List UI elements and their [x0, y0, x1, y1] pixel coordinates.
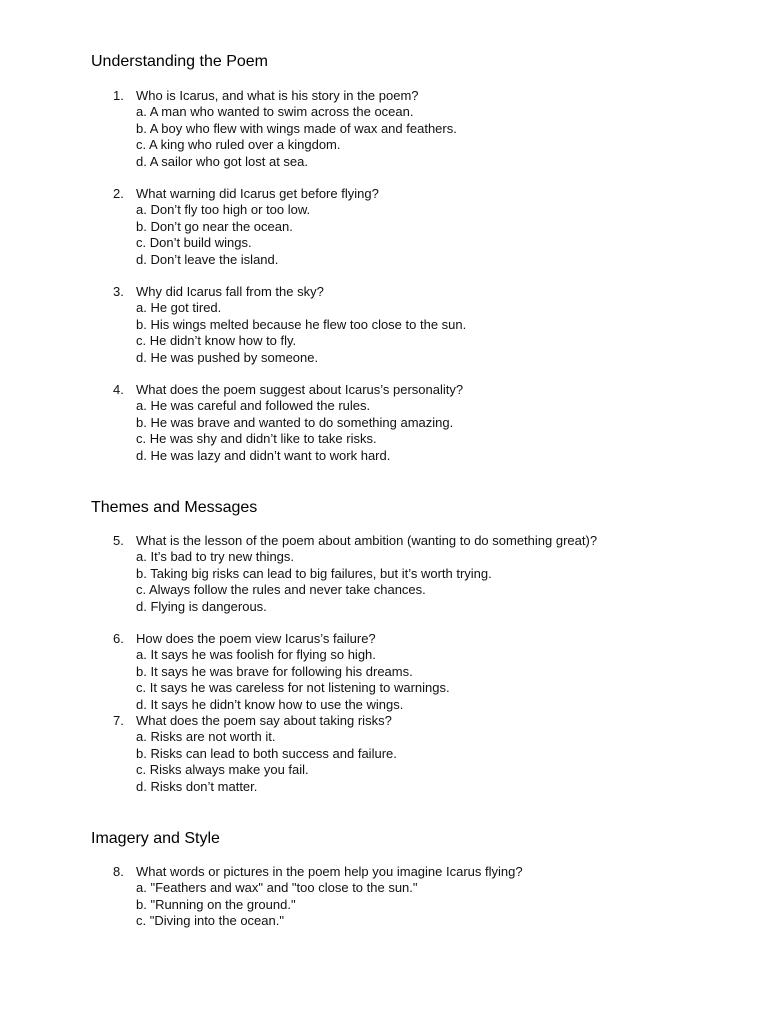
answer-options	[136, 300, 466, 366]
answer-option: d. He was lazy and didn’t want to work hard.	[136, 447, 391, 463]
answer-option: d. Don’t leave the island.	[136, 251, 279, 267]
answer-options	[136, 398, 453, 464]
answer-option: c. Don’t build wings.	[136, 235, 252, 251]
answer-option: b. He was brave and wanted to do something amazing.	[136, 414, 454, 430]
answer-option: b. Don’t go near the ocean.	[136, 218, 293, 234]
question-number: 1.	[113, 88, 124, 103]
answer-options	[136, 647, 450, 713]
answer-option: b. Taking big risks can lead to big failures, but it’s worth trying.	[136, 565, 492, 581]
answer-option: c. "Diving into the ocean."	[136, 913, 284, 929]
question-text: What words or pictures in the poem help you imagine Icarus flying?	[136, 864, 523, 879]
answer-option: b. "Running on the ground."	[136, 896, 296, 912]
answer-option: c. He was shy and didn’t like to take risks.	[136, 431, 377, 447]
question-number: 5.	[113, 533, 124, 548]
answer-options	[136, 202, 310, 268]
question-text: What does the poem suggest about Icarus’s personality?	[136, 382, 464, 397]
answer-option: a. It says he was foolish for flying so high.	[136, 647, 376, 663]
answer-option: c. He didn’t know how to fly.	[136, 333, 297, 349]
answer-option: b. His wings melted because he flew too close to the sun.	[136, 316, 467, 332]
question-number: 7.	[113, 713, 124, 728]
answer-option: d. Flying is dangerous.	[136, 598, 267, 614]
answer-option: a. He was careful and followed the rules.	[136, 398, 371, 414]
section-heading-understanding: Understanding the Poem	[91, 53, 268, 70]
question-number: 2.	[113, 186, 124, 201]
answer-option: a. "Feathers and wax" and "too close to the sun."	[136, 880, 418, 896]
answer-option: a. Risks are not worth it.	[136, 729, 276, 745]
answer-option: b. It says he was brave for following his dreams.	[136, 663, 413, 679]
answer-option: d. Risks don’t matter.	[136, 778, 258, 794]
question-text: Why did Icarus fall from the sky?	[136, 284, 324, 299]
question-text: What does the poem say about taking risks?	[136, 713, 392, 728]
answer-option: a. He got tired.	[136, 300, 222, 316]
question-number: 8.	[113, 864, 124, 879]
answer-options	[136, 549, 492, 615]
answer-option: d. It says he didn’t know how to use the wings.	[136, 696, 404, 712]
answer-option: c. Risks always make you fail.	[136, 762, 309, 778]
section-heading-imagery: Imagery and Style	[91, 830, 220, 847]
answer-option: b. A boy who flew with wings made of wax and feathers.	[136, 120, 457, 136]
answer-option: c. A king who ruled over a kingdom.	[136, 137, 341, 153]
answer-option: c. Always follow the rules and never take chances.	[136, 582, 426, 598]
question-text: How does the poem view Icarus’s failure?	[136, 631, 376, 646]
answer-option: a. A man who wanted to swim across the ocean.	[136, 104, 414, 120]
question-number: 4.	[113, 382, 124, 397]
question-text: Who is Icarus, and what is his story in the poem?	[136, 88, 419, 103]
question-number: 6.	[113, 631, 124, 646]
section-heading-themes: Themes and Messages	[91, 499, 258, 516]
question-number: 3.	[113, 284, 124, 299]
answer-option: c. It says he was careless for not listening to warnings.	[136, 680, 450, 696]
answer-option: d. A sailor who got lost at sea.	[136, 153, 308, 169]
answer-option: a. It’s bad to try new things.	[136, 549, 295, 565]
answer-option: b. Risks can lead to both success and failure.	[136, 745, 397, 761]
answer-option: d. He was pushed by someone.	[136, 349, 319, 365]
question-text: What warning did Icarus get before flying?	[136, 186, 379, 201]
answer-option: a. Don’t fly too high or too low.	[136, 202, 311, 218]
answer-options	[136, 729, 397, 795]
question-text: What is the lesson of the poem about ambition (wanting to do something great)?	[136, 533, 598, 548]
answer-options	[136, 880, 418, 929]
answer-options	[136, 104, 457, 170]
